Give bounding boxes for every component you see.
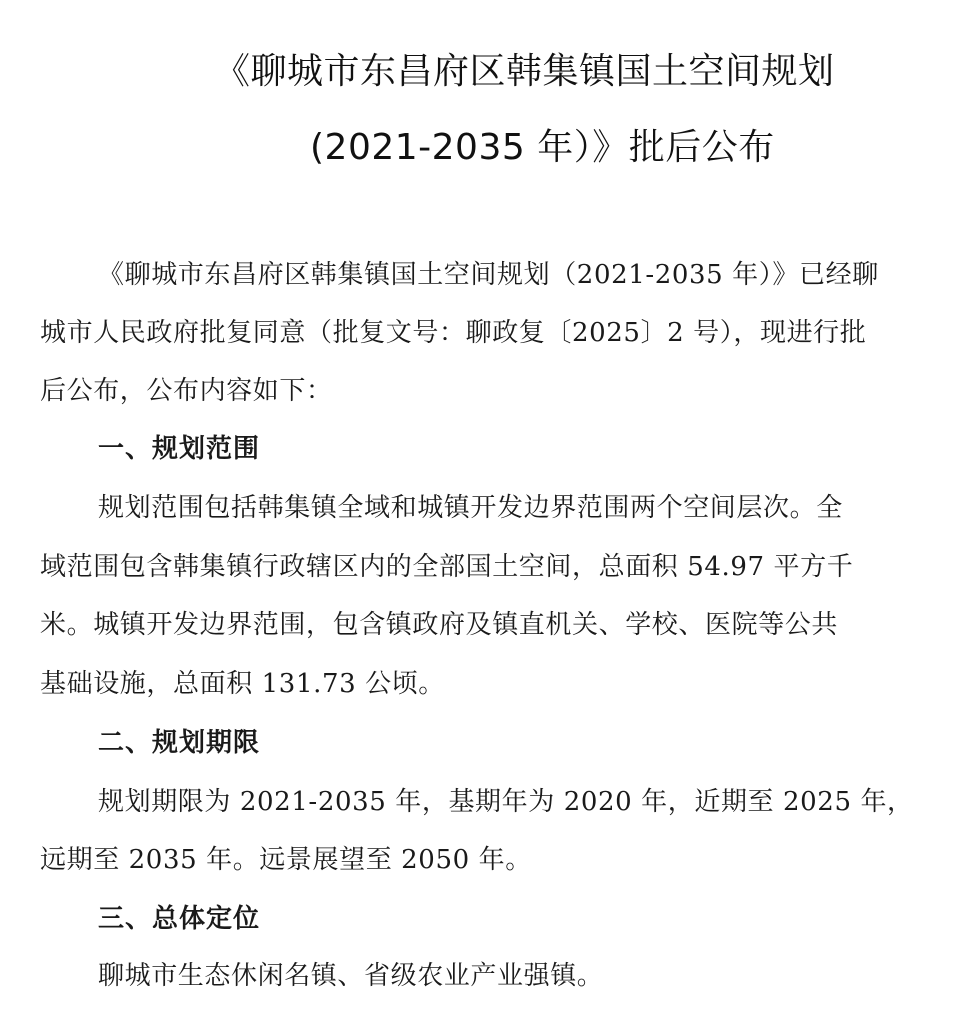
scope-paragraph-line: 域范围包含韩集镇行政辖区内的全部国土空间，总面积 54.97 平方千 (40, 552, 854, 582)
section-heading-scope: 一、规划范围 (98, 434, 261, 464)
period-paragraph-line: 规划期限为 2021-2035 年，基期年为 2020 年，近期至 2025 年， (98, 787, 914, 817)
scope-paragraph-line: 规划范围包括韩集镇全域和城镇开发边界范围两个空间层次。全 (98, 493, 843, 523)
section-heading-positioning: 三、总体定位 (98, 904, 261, 934)
document-title-line-2: (2021-2035 年）》批后公布 (310, 127, 775, 168)
intro-paragraph-line: 《聊城市东昌府区韩集镇国土空间规划（2021-2035 年）》已经聊 (98, 260, 879, 290)
scope-paragraph-line: 基础设施，总面积 131.73 公顷。 (40, 669, 445, 699)
period-paragraph-line: 远期至 2035 年。远景展望至 2050 年。 (40, 845, 532, 875)
scope-paragraph-line: 米。城镇开发边界范围，包含镇政府及镇直机关、学校、医院等公共 (40, 610, 839, 640)
document-title-line-1: 《聊城市东昌府区韩集镇国土空间规划 (214, 51, 835, 92)
section-heading-period: 二、规划期限 (98, 728, 261, 758)
positioning-paragraph-line: 聊城市生态休闲名镇、省级农业产业强镇。 (98, 961, 604, 991)
intro-paragraph-line: 城市人民政府批复同意（批复文号：聊政复〔2025〕2 号），现进行批 (40, 318, 867, 348)
intro-paragraph-line: 后公布，公布内容如下： (40, 376, 333, 406)
